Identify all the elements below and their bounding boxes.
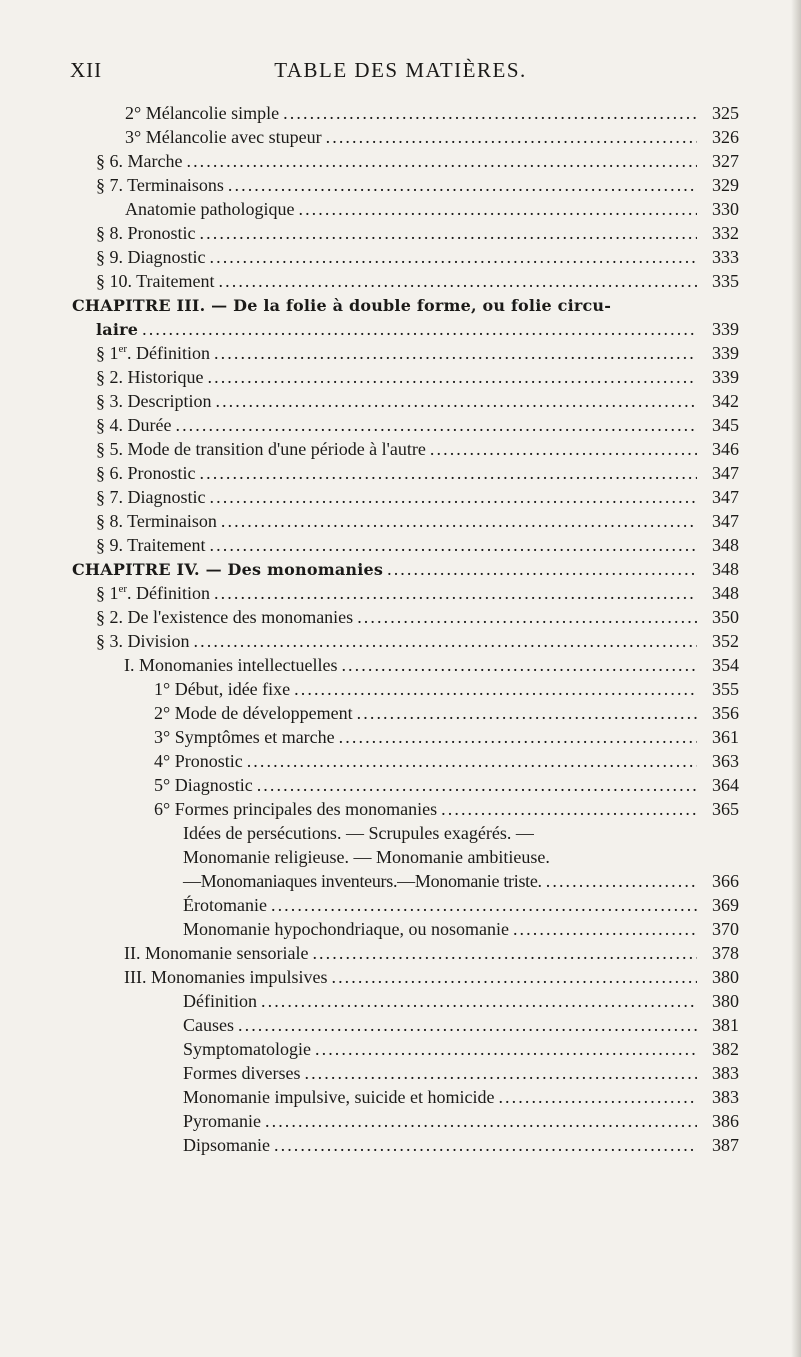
toc-entry: I. Monomanies intellectuelles . . . 354 [124, 653, 739, 677]
page-folio: XII [70, 58, 103, 82]
toc-entry: § 9. Diagnostic . . . 333 [96, 245, 739, 269]
toc-entry: § 6. Marche . . . 327 [96, 149, 739, 173]
toc-entry: § 8. Pronostic . . . 332 [96, 221, 739, 245]
toc-entry: § 7. Diagnostic . . . 347 [96, 485, 739, 509]
toc-entry: § 2. Historique . . . 339 [96, 365, 739, 389]
toc-entry: 2° Mode de développement . . . 356 [154, 701, 739, 725]
toc-entry: § 6. Pronostic . . . 347 [96, 461, 739, 485]
toc-entry: III. Monomanies impulsives . . . 380 [124, 965, 739, 989]
toc-entry: Formes diverses . . . 383 [183, 1061, 739, 1085]
toc-entry: 6° Formes principales des monomanies . . . 365 [154, 797, 739, 821]
toc-entry: II. Monomanie sensoriale . . . 378 [124, 941, 739, 965]
toc-entry: Monomanie hypochondriaque, ou nosomanie . . . 370 [183, 917, 739, 941]
toc-entry: § 3. Description . . . 342 [96, 389, 739, 413]
chapter-heading: CHAPITRE IV. — Des monomanies . . . 348 [72, 557, 739, 581]
toc-entry: Anatomie pathologique . . . 330 [125, 197, 739, 221]
page-edge [791, 0, 801, 1357]
toc-entry: Causes . . . 381 [183, 1013, 739, 1037]
toc-entry: § 3. Division . . . 352 [96, 629, 739, 653]
toc-entry: § 9. Traitement . . . 348 [96, 533, 739, 557]
toc-entry: Monomanie impulsive, suicide et homicide . . . 383 [183, 1085, 739, 1109]
running-title: TABLE DES MATIÈRES. [274, 58, 527, 82]
toc-entry: § 5. Mode de transition d'une période à l'autre . . . 346 [96, 437, 739, 461]
toc-entry: § 4. Durée . . . 345 [96, 413, 739, 437]
toc-entry: § 1er. Définition . . . 339 [96, 341, 739, 365]
toc-entry: —Monomaniaques inventeurs.—Monomanie triste. . . . 366 [183, 869, 739, 893]
toc-entry: § 7. Terminaisons . . . 329 [96, 173, 739, 197]
toc-entry: § 10. Traitement . . . 335 [96, 269, 739, 293]
toc-entry: 1° Début, idée fixe . . . 355 [154, 677, 739, 701]
toc-entry: Dipsomanie . . . 387 [183, 1133, 739, 1157]
toc-entry: 5° Diagnostic . . . 364 [154, 773, 739, 797]
toc-entry: Pyromanie . . . 386 [183, 1109, 739, 1133]
toc-entry: Érotomanie . . . 369 [183, 893, 739, 917]
chapter-heading-continued: laire . . . 339 [96, 317, 739, 341]
page-header [0, 58, 801, 88]
toc-subentry-text: Monomanie religieuse. — Monomanie ambitieuse. [183, 847, 550, 867]
toc-entry: 2° Mélancolie simple . . . 325 [125, 101, 739, 125]
toc-entry: § 8. Terminaison . . . 347 [96, 509, 739, 533]
toc-entry: Définition . . . 380 [183, 989, 739, 1013]
toc-entry: 3° Mélancolie avec stupeur . . . 326 [125, 125, 739, 149]
toc-subentry-text: Idées de persécutions. — Scrupules exagérés. — [183, 823, 534, 843]
toc-entry: 4° Pronostic . . . 363 [154, 749, 739, 773]
toc-entry: § 2. De l'existence des monomanies . . . 350 [96, 605, 739, 629]
toc-entry: Symptomatologie . . . 382 [183, 1037, 739, 1061]
toc-entry: § 1er. Définition . . . 348 [96, 581, 739, 605]
toc-entry: 3° Symptômes et marche . . . 361 [154, 725, 739, 749]
chapter-heading: CHAPITRE III. — De la folie à double forme, ou folie circu- [72, 296, 612, 315]
